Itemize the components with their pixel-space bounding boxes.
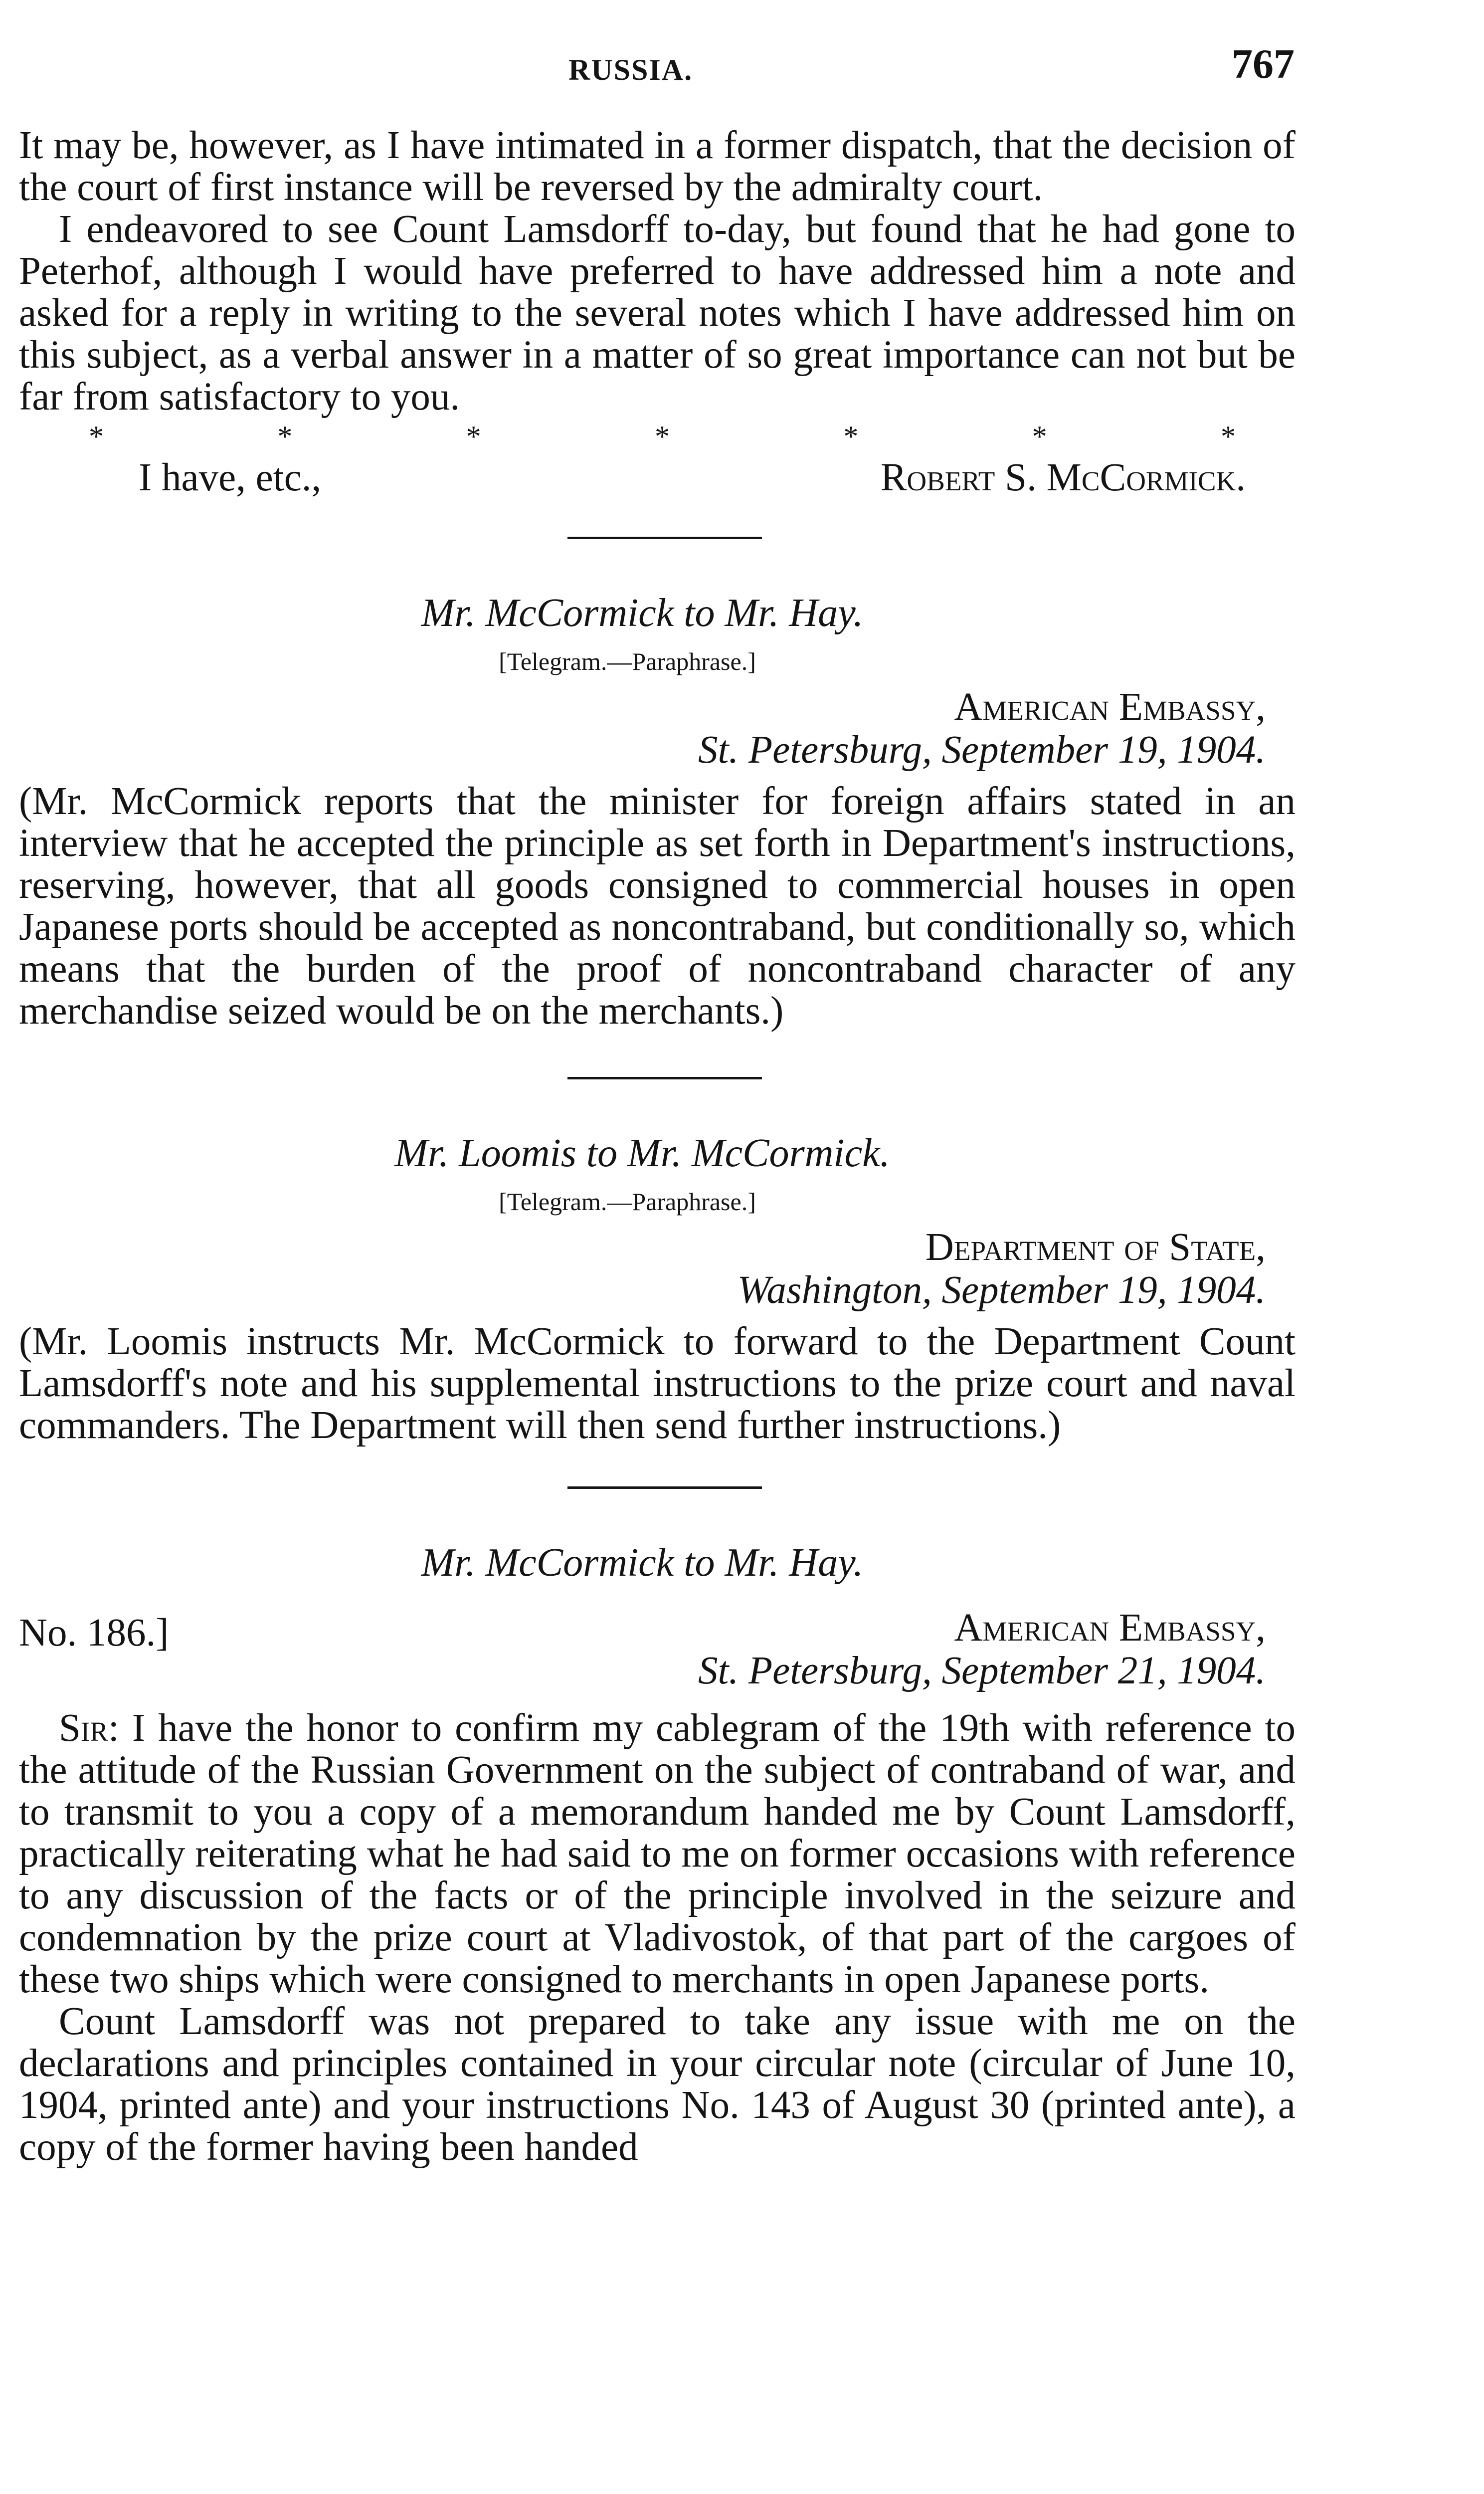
section-divider xyxy=(567,537,762,539)
doc3-number: No. 186.] xyxy=(19,1611,169,1655)
closing-line xyxy=(19,454,1296,502)
star: * xyxy=(89,420,104,453)
page-content xyxy=(19,125,1296,2168)
doc2-heading: Mr. Loomis to Mr. McCormick. xyxy=(394,1131,890,1175)
star: * xyxy=(277,420,293,453)
doc3-dateline xyxy=(698,1607,1266,1692)
doc3-heading: Mr. McCormick to Mr. Hay. xyxy=(421,1541,864,1585)
section-divider xyxy=(567,1077,762,1079)
star: * xyxy=(1220,420,1236,453)
doc1-subheading: [Telegram.—Paraphrase.] xyxy=(499,647,756,675)
doc1-date: St. Petersburg, September 19, 1904. xyxy=(698,728,1266,772)
doc2-place: Department of State, xyxy=(925,1226,1266,1269)
doc2-subheading: [Telegram.—Paraphrase.] xyxy=(499,1188,756,1216)
doc3-paragraph-2: Count Lamsdorff was not prepared to take any issue with me on the declarations and principles contained in your circular note (circular of June 10, 1904, printed ante) and your instructions No. 143 of August 30 (printed ante), a copy of the former having been handed xyxy=(19,2000,1296,2169)
running-head: RUSSIA. xyxy=(568,53,693,86)
doc3-place: American Embassy, xyxy=(954,1606,1266,1650)
doc2-dateline xyxy=(19,1226,1296,1312)
page-number: 767 xyxy=(1232,41,1295,87)
star: * xyxy=(843,420,859,453)
star: * xyxy=(654,420,670,453)
intro-paragraph-2: I endeavored to see Count Lamsdorff to-day, but found that he had gone to Peterhof, although I would have preferred to have addressed him a note and asked for a reply in writing to the several notes which I have addressed him on this subject, as a verbal answer in a matter of so great importance can not but be far from satisfactory to you. xyxy=(19,208,1296,418)
doc1-place: American Embassy, xyxy=(954,685,1266,729)
star: * xyxy=(1032,420,1047,453)
star: * xyxy=(466,420,481,453)
doc2-body: (Mr. Loomis instructs Mr. McCormick to forward to the Department Count Lamsdorff's note and his supplemental instructions to the prize court and naval commanders. The Department will then send further instructions.) xyxy=(19,1320,1296,1447)
doc2-date: Washington, September 19, 1904. xyxy=(737,1268,1266,1312)
complimentary-close: I have, etc., xyxy=(139,456,322,499)
omission-stars xyxy=(19,419,1296,454)
section-divider xyxy=(567,1486,762,1489)
page-header xyxy=(0,40,1484,95)
doc1-body: (Mr. McCormick reports that the minister for foreign affairs stated in an interview that he accepted the principle as set forth in Department's instructions, reserving, however, that all goods consigned to commercial houses in open Japanese ports should be accepted as noncontraband, but conditionally so, which means that the burden of the proof of noncontraband character of any merchandise seized would be on the merchants.) xyxy=(19,780,1296,1033)
signature: Robert S. McCormick. xyxy=(880,456,1246,499)
doc1-heading: Mr. McCormick to Mr. Hay. xyxy=(421,591,864,635)
doc1-dateline xyxy=(19,686,1296,772)
intro-paragraph-1: It may be, however, as I have intimated in a former dispatch, that the decision of the court of first instance will be reversed by the admiralty court. xyxy=(19,124,1296,209)
doc3-letter-head xyxy=(19,1607,1296,1701)
doc3-paragraph-1 xyxy=(19,1707,1296,2001)
doc3-date: St. Petersburg, September 21, 1904. xyxy=(698,1649,1266,1692)
doc3-paragraph-1-text: I have the honor to confirm my cablegram of the 19th with reference to the attitude of the Russian Government on the subject of contraband of war, and to transmit to you a copy of a memorandum handed me by Count Lamsdorff, practically reiterating what he had said to me on former occasions with reference to any discussion of the facts or of the principle involved in the seizure and condemnation by the prize court at Vladivostok, of that part of the cargoes of these two ships which were consigned to merchants in open Japanese ports. xyxy=(19,1706,1296,2001)
doc3-salutation: Sir: xyxy=(59,1706,119,1750)
